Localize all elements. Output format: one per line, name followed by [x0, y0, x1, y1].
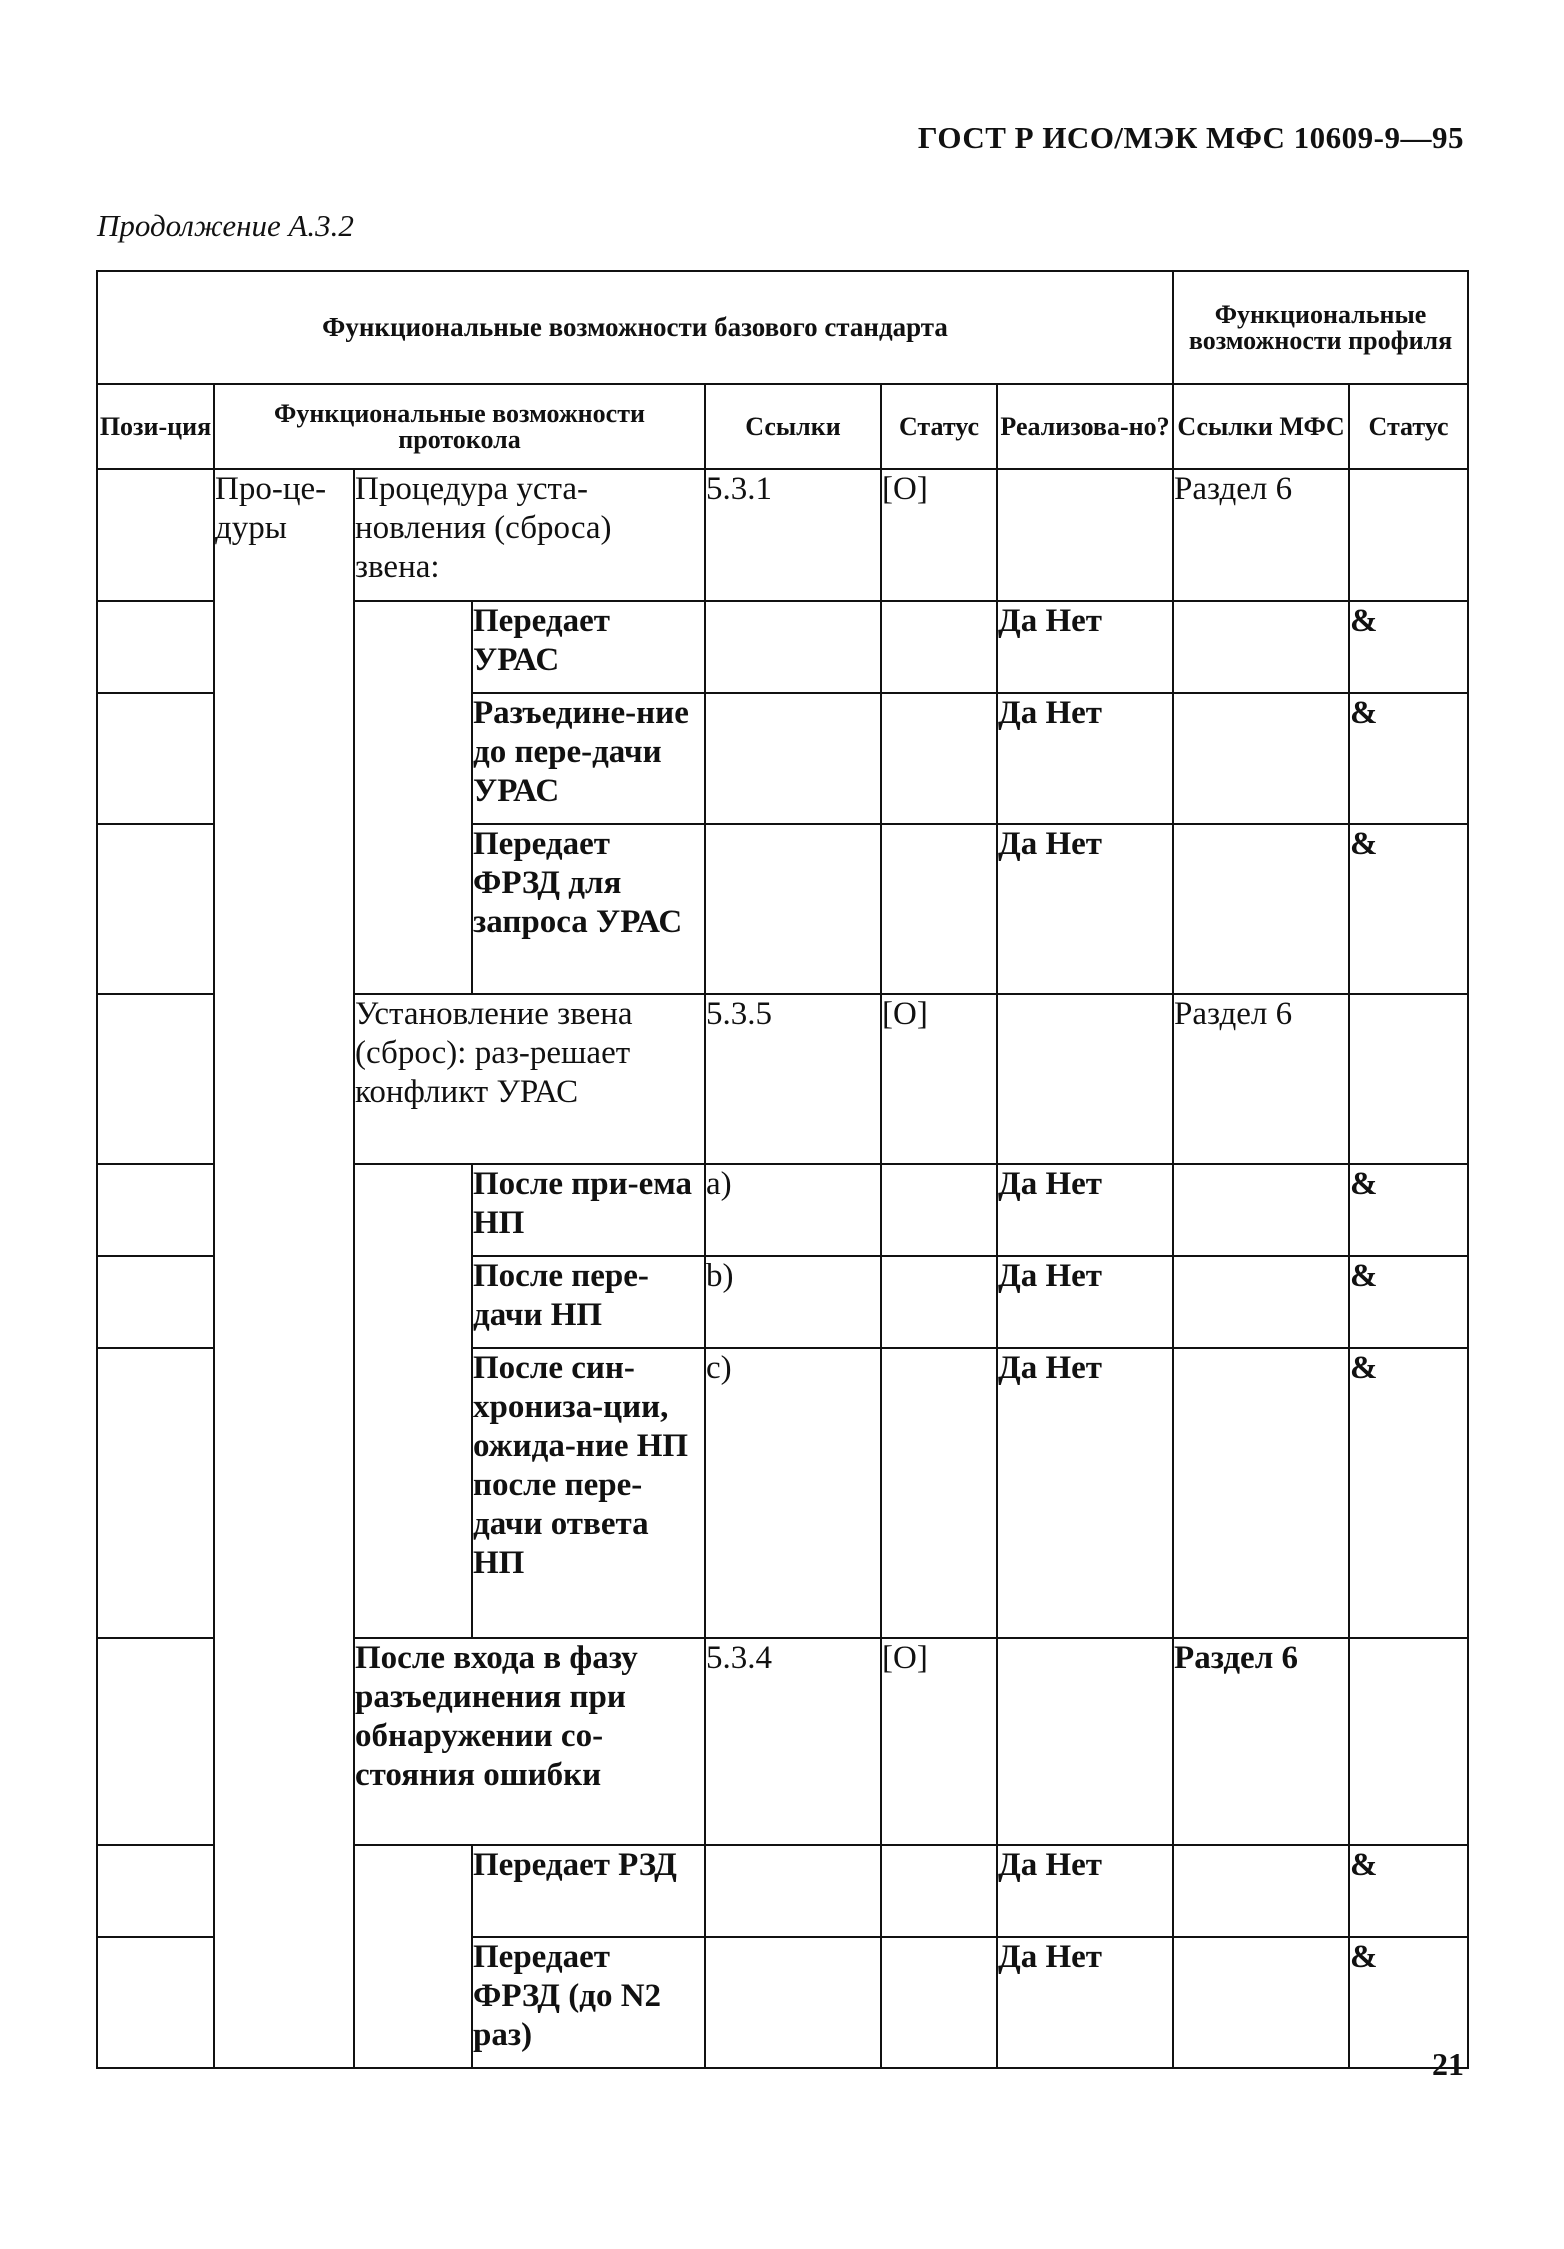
pics-table — [96, 270, 1469, 2069]
mfs-ref-cell — [1173, 601, 1349, 693]
position-cell — [97, 1845, 214, 1937]
sub-item-cell: После син-хрониза-ции, ожида-ние НП после пере-дачи ответа НП — [472, 1348, 705, 1638]
profile-status-cell — [1349, 994, 1468, 1164]
col-header-profile-status: Статус — [1349, 384, 1468, 469]
ref-cell — [705, 824, 881, 994]
ref-cell: b) — [705, 1256, 881, 1348]
col-header-implemented: Реализова-но? — [997, 384, 1173, 469]
ref-cell — [705, 601, 881, 693]
profile-status-cell: & — [1349, 1348, 1468, 1638]
status-cell: [O] — [881, 469, 997, 601]
item-cell: Установление звена (сброс): раз-решает конфликт УРАС — [354, 994, 705, 1164]
position-cell — [97, 824, 214, 994]
table-row — [97, 469, 1468, 601]
sub-item-cell: Разъедине-ние до пере-дачи УРАС — [472, 693, 705, 824]
status-cell — [881, 1256, 997, 1348]
position-cell — [97, 693, 214, 824]
sub-item-cell: После при-ема НП — [472, 1164, 705, 1256]
ref-cell: 5.3.4 — [705, 1638, 881, 1845]
mfs-ref-cell — [1173, 1845, 1349, 1937]
profile-status-cell: & — [1349, 693, 1468, 824]
ref-cell: 5.3.5 — [705, 994, 881, 1164]
ref-cell — [705, 693, 881, 824]
implemented-cell: Да Нет — [997, 1256, 1173, 1348]
sub-item-cell: Передает ФРЗД (до N2 раз) — [472, 1937, 705, 2068]
indent-cell — [354, 1845, 472, 2068]
mfs-ref-cell — [1173, 693, 1349, 824]
status-cell — [881, 824, 997, 994]
mfs-ref-cell: Раздел 6 — [1173, 469, 1349, 601]
status-cell — [881, 1937, 997, 2068]
ref-cell: c) — [705, 1348, 881, 1638]
implemented-cell: Да Нет — [997, 1845, 1173, 1937]
position-cell — [97, 1348, 214, 1638]
implemented-cell: Да Нет — [997, 1164, 1173, 1256]
profile-status-cell — [1349, 469, 1468, 601]
page-number: 21 — [1432, 2046, 1464, 2082]
position-cell — [97, 1638, 214, 1845]
status-cell — [881, 1164, 997, 1256]
implemented-cell — [997, 994, 1173, 1164]
position-cell — [97, 1937, 214, 2068]
col-header-refs: Ссылки — [705, 384, 881, 469]
sub-item-cell: После пере-дачи НП — [472, 1256, 705, 1348]
mfs-ref-cell — [1173, 1348, 1349, 1638]
profile-status-cell: & — [1349, 1164, 1468, 1256]
implemented-cell — [997, 1638, 1173, 1845]
mfs-ref-cell — [1173, 1164, 1349, 1256]
ref-cell: 5.3.1 — [705, 469, 881, 601]
status-cell: [O] — [881, 1638, 997, 1845]
mfs-ref-cell — [1173, 1256, 1349, 1348]
profile-status-cell: & — [1349, 1845, 1468, 1937]
sub-item-cell: Передает ФРЗД для запроса УРАС — [472, 824, 705, 994]
implemented-cell: Да Нет — [997, 1937, 1173, 2068]
status-cell — [881, 1348, 997, 1638]
mfs-ref-cell: Раздел 6 — [1173, 1638, 1349, 1845]
status-cell — [881, 1845, 997, 1937]
indent-cell — [354, 601, 472, 994]
col-header-status: Статус — [881, 384, 997, 469]
ref-cell: a) — [705, 1164, 881, 1256]
implemented-cell: Да Нет — [997, 601, 1173, 693]
col-header-protocol: Функциональные возможности протокола — [214, 384, 705, 469]
group-header-base: Функциональные возможности базового стандарта — [97, 271, 1173, 384]
implemented-cell: Да Нет — [997, 693, 1173, 824]
status-cell: [O] — [881, 994, 997, 1164]
item-cell: После входа в фазу разъединения при обнаружении со-стояния ошибки — [354, 1638, 705, 1845]
implemented-cell: Да Нет — [997, 824, 1173, 994]
position-cell — [97, 1256, 214, 1348]
continuation-label: Продолжение А.3.2 — [97, 208, 354, 243]
sub-item-cell: Передает УРАС — [472, 601, 705, 693]
mfs-ref-cell — [1173, 824, 1349, 994]
indent-cell — [354, 1164, 472, 1638]
profile-status-cell — [1349, 1638, 1468, 1845]
document-id-header: ГОСТ Р ИСО/МЭК МФС 10609-9—95 — [917, 120, 1464, 155]
sub-item-cell: Передает РЗД — [472, 1845, 705, 1937]
profile-status-cell: & — [1349, 1256, 1468, 1348]
col-header-mfs-refs: Ссылки МФС — [1173, 384, 1349, 469]
implemented-cell — [997, 469, 1173, 601]
status-cell — [881, 693, 997, 824]
position-cell — [97, 1164, 214, 1256]
status-cell — [881, 601, 997, 693]
col-header-position: Пози-ция — [97, 384, 214, 469]
implemented-cell: Да Нет — [997, 1348, 1173, 1638]
profile-status-cell: & — [1349, 1937, 1468, 2068]
profile-status-cell: & — [1349, 824, 1468, 994]
ref-cell — [705, 1845, 881, 1937]
position-cell — [97, 994, 214, 1164]
position-cell — [97, 601, 214, 693]
group-header-profile: Функциональные возможности профиля — [1173, 271, 1468, 384]
position-cell — [97, 469, 214, 601]
mfs-ref-cell: Раздел 6 — [1173, 994, 1349, 1164]
item-cell: Процедура уста-новления (сброса) звена: — [354, 469, 705, 601]
profile-status-cell: & — [1349, 601, 1468, 693]
category-cell: Про-це-дуры — [214, 469, 354, 2068]
mfs-ref-cell — [1173, 1937, 1349, 2068]
ref-cell — [705, 1937, 881, 2068]
